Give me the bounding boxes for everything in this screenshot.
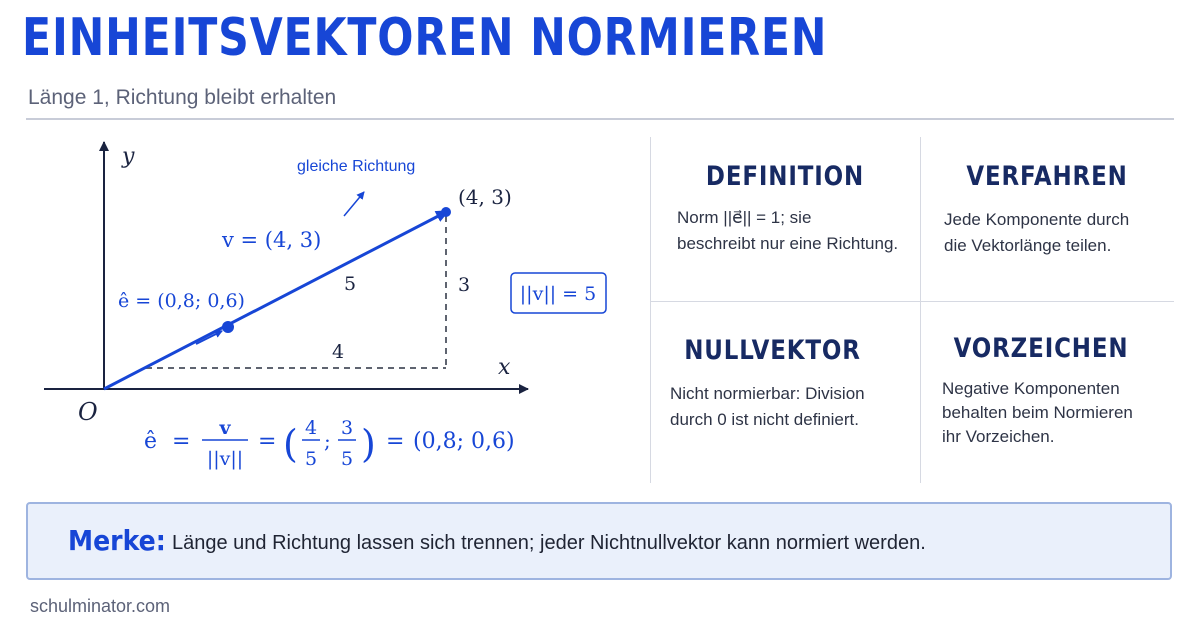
card-verfahren-text-line2: die Vektorlänge teilen. — [944, 236, 1112, 255]
norm-box-text: ||v|| = 5 — [519, 283, 597, 305]
footer-site: schulminator.com — [30, 596, 171, 616]
card-definition — [650, 161, 920, 257]
formula-a-num: 4 — [304, 417, 318, 439]
hypotenuse-label: 5 — [344, 273, 357, 295]
card-nullvektor-text-line2: durch 0 ist nicht definiert. — [670, 410, 859, 429]
grid-horizontal-divider — [650, 301, 1174, 302]
page-title: EINHEITSVEKTOREN NORMIEREN — [22, 8, 828, 68]
card-verfahren — [920, 161, 1174, 259]
card-vorzeichen-text-line1: Negative Komponenten — [942, 379, 1120, 398]
vector-endpoint-dot — [441, 207, 451, 217]
formula-result: (0,8; 0,6) — [413, 429, 515, 454]
card-definition-text-line1: Norm ||e⃗|| = 1; sie — [677, 208, 812, 227]
card-vorzeichen-title: VORZEICHEN — [953, 333, 1129, 364]
card-vorzeichen-text-line2: behalten beim Normieren — [942, 403, 1133, 422]
unit-vector-label: ê = (0,8; 0,6) — [118, 290, 245, 312]
card-definition-title: DEFINITION — [705, 161, 865, 192]
formula-eq3: = — [386, 429, 405, 454]
info-grid — [650, 137, 1174, 483]
card-verfahren-text-line1: Jede Komponente durch — [944, 210, 1130, 229]
formula-eq1: = — [172, 429, 191, 454]
card-vorzeichen — [920, 333, 1162, 449]
endpoint-label: (4, 3) — [458, 185, 512, 209]
direction-note-arrow — [344, 192, 364, 216]
merke-text: Länge und Richtung lassen sich trennen; jeder Nichtnullvektor kann normiert werden. — [172, 532, 926, 554]
card-nullvektor-title: NULLVEKTOR — [684, 335, 861, 366]
card-nullvektor-text-line1: Nicht normierbar: Division — [670, 384, 865, 403]
unit-vector-arrow — [196, 331, 222, 344]
formula-paren-open: ( — [283, 422, 298, 466]
formula-frac-den: ||v|| — [206, 448, 244, 470]
formula-eq2: = — [258, 429, 277, 454]
formula-semicolon: ; — [324, 429, 331, 453]
formula-b-num: 3 — [340, 417, 354, 439]
normalization-formula — [144, 417, 515, 470]
merke-box — [26, 502, 1172, 580]
card-verfahren-title: VERFAHREN — [966, 161, 1128, 192]
card-definition-text-line2: beschreibt nur eine Richtung. — [677, 234, 899, 253]
x-axis-label: x — [498, 355, 511, 380]
page-subtitle: Länge 1, Richtung bleibt erhalten — [28, 86, 337, 109]
direction-note: gleiche Richtung — [297, 158, 416, 175]
formula-lhs: ê — [144, 429, 158, 454]
card-vorzeichen-text-line3: ihr Vorzeichen. — [942, 427, 1055, 446]
horizontal-side-label: 4 — [332, 341, 345, 363]
vertical-side-label: 3 — [458, 274, 471, 296]
card-nullvektor — [650, 335, 895, 433]
formula-b-den: 5 — [340, 448, 354, 470]
unit-vector-dot — [222, 321, 234, 333]
y-axis-label: y — [122, 144, 135, 169]
merke-label: Merke: — [68, 524, 166, 557]
formula-frac-num: v — [219, 417, 231, 439]
formula-paren-close: ) — [361, 422, 376, 466]
formula-a-den: 5 — [304, 448, 318, 470]
origin-label: O — [78, 398, 98, 426]
vector-label: v = (4, 3) — [222, 228, 322, 252]
vector-diagram — [0, 120, 640, 500]
